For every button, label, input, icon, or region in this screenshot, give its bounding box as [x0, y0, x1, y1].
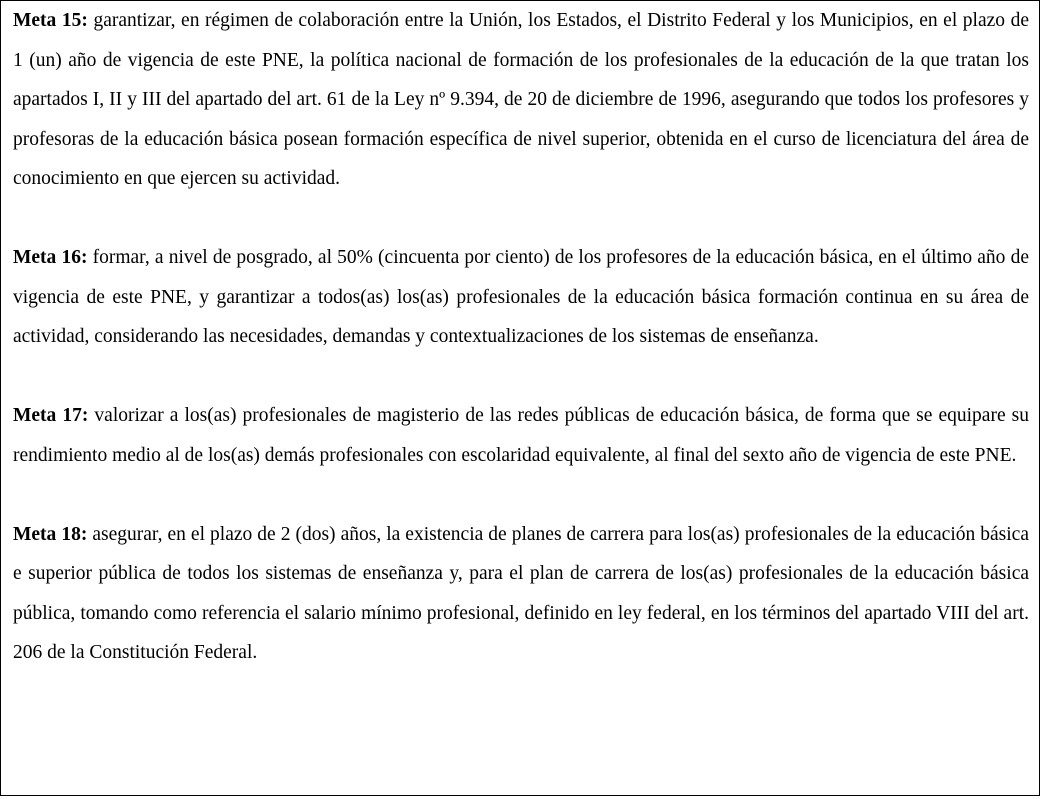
meta-15-label: Meta 15: — [13, 10, 88, 31]
meta-17-label: Meta 17: — [13, 405, 89, 426]
meta-16-paragraph — [13, 238, 1029, 357]
meta-16-label: Meta 16: — [13, 247, 88, 268]
meta-18-label: Meta 18: — [13, 523, 88, 545]
meta-17-text: valorizar a los(as) profesionales de magisterio de las redes públicas de educación básica, de forma que se equipare su rendimiento medio al de los(as) demás profesionales con escolaridad equivalente, al final del sexto año de vigencia de este PNE. — [13, 405, 1029, 466]
meta-15-text: garantizar, en régimen de colaboración entre la Unión, los Estados, el Distrito Federal y los Municipios, en el plazo de 1 (un) año de vigencia de este PNE, la política nacional de formación de los profesionales de la educación de la que tratan los apartados I, II y III del apartado del art. 61 de la Ley nº 9.394, de 20 de diciembre de 1996, asegurando que todos los profesores y profesoras de la educación básica posean formación específica de nivel superior, obtenida en el curso de licenciatura del área de conocimiento en que ejercen su actividad. — [13, 10, 1029, 189]
meta-18-paragraph — [13, 515, 1029, 673]
meta-18-text: asegurar, en el plazo de 2 (dos) años, la existencia de planes de carrera para los(as) profesionales de la educación básica e superior pública de todos los sistemas de enseñanza y, para el plan de carrera de los(as) profesionales de la educación básica pública, tomando como referencia el salario mínimo profesional, definido en ley federal, en los términos del apartado VIII del art. 206 de la Constitución Federal. — [13, 523, 1029, 663]
meta-15-paragraph — [13, 1, 1029, 199]
document-body — [13, 1, 1029, 673]
meta-16-text: formar, a nivel de posgrado, al 50% (cincuenta por ciento) de los profesores de la educación básica, en el último año de vigencia de este PNE, y garantizar a todos(as) los(as) profesionales de la educación básica formación continua en su área de actividad, considerando las necesidades, demandas y contextualizaciones de los sistemas de enseñanza. — [13, 247, 1029, 347]
meta-17-paragraph — [13, 396, 1029, 475]
